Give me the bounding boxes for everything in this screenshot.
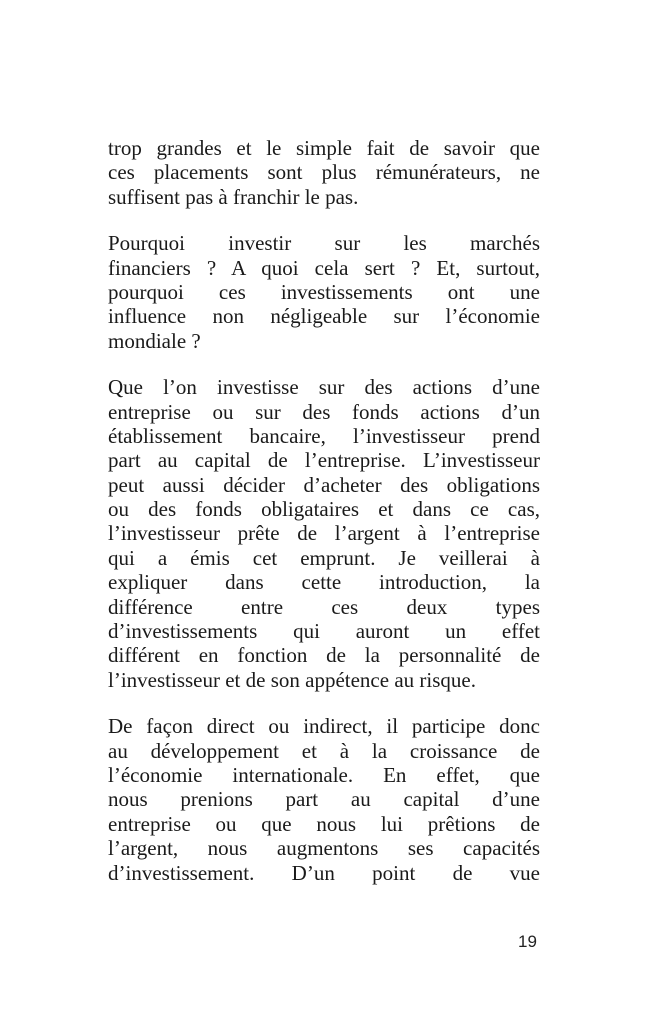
paragraph	[108, 714, 540, 885]
page-body-text	[108, 136, 540, 907]
text-line: l’investisseur prête de l’argent à l’entreprise	[108, 521, 540, 546]
text-line: entreprise ou sur des fonds actions d’un	[108, 399, 540, 424]
text-line: entreprise ou que nous lui prêtions de	[108, 811, 540, 836]
text-line: expliquer dans cette introduction, la	[108, 570, 540, 595]
text-line: qui a émis cet emprunt. Je veillerai à	[108, 545, 540, 570]
text-line: influence non négligeable sur l’économie	[108, 304, 540, 329]
text-line: pourquoi ces investissements ont une	[108, 279, 540, 304]
text-line: au développement et à la croissance de	[108, 738, 540, 763]
text-line: trop grandes et le simple fait de savoir que	[108, 136, 540, 160]
text-line: mondiale ?	[108, 328, 201, 353]
paragraph	[108, 136, 540, 209]
text-line: l’économie internationale. En effet, que	[108, 762, 540, 787]
text-line: peut aussi décider d’acheter des obligations	[108, 472, 540, 497]
text-line: l’argent, nous augmentons ses capacités	[108, 836, 540, 861]
text-line: Que l’on investisse sur des actions d’une	[108, 375, 540, 400]
text-line: différence entre ces deux types	[108, 594, 540, 619]
text-line: établissement bancaire, l’investisseur prend	[108, 423, 540, 448]
text-line: Pourquoi investir sur les marchés	[108, 231, 540, 256]
text-line: part au capital de l’entreprise. L’investisseur	[108, 448, 540, 473]
text-line: d’investissements qui auront un effet	[108, 619, 540, 644]
paragraph	[108, 231, 540, 353]
paragraph	[108, 375, 540, 692]
text-line: d’investissement. D’un point de vue	[108, 860, 540, 885]
text-line: financiers ? A quoi cela sert ? Et, surtout,	[108, 255, 540, 280]
text-line: l’investisseur et de son appétence au risque.	[108, 667, 476, 692]
text-line: ou des fonds obligataires et dans ce cas,	[108, 497, 540, 522]
text-line: De façon direct ou indirect, il participe donc	[108, 714, 540, 739]
text-line: différent en fonction de la personnalité de	[108, 643, 540, 668]
page-number: 19	[518, 932, 537, 951]
text-line: nous prenions part au capital d’une	[108, 787, 540, 812]
text-line: suffisent pas à franchir le pas.	[108, 184, 359, 209]
text-line: ces placements sont plus rémunérateurs, ne	[108, 160, 540, 185]
